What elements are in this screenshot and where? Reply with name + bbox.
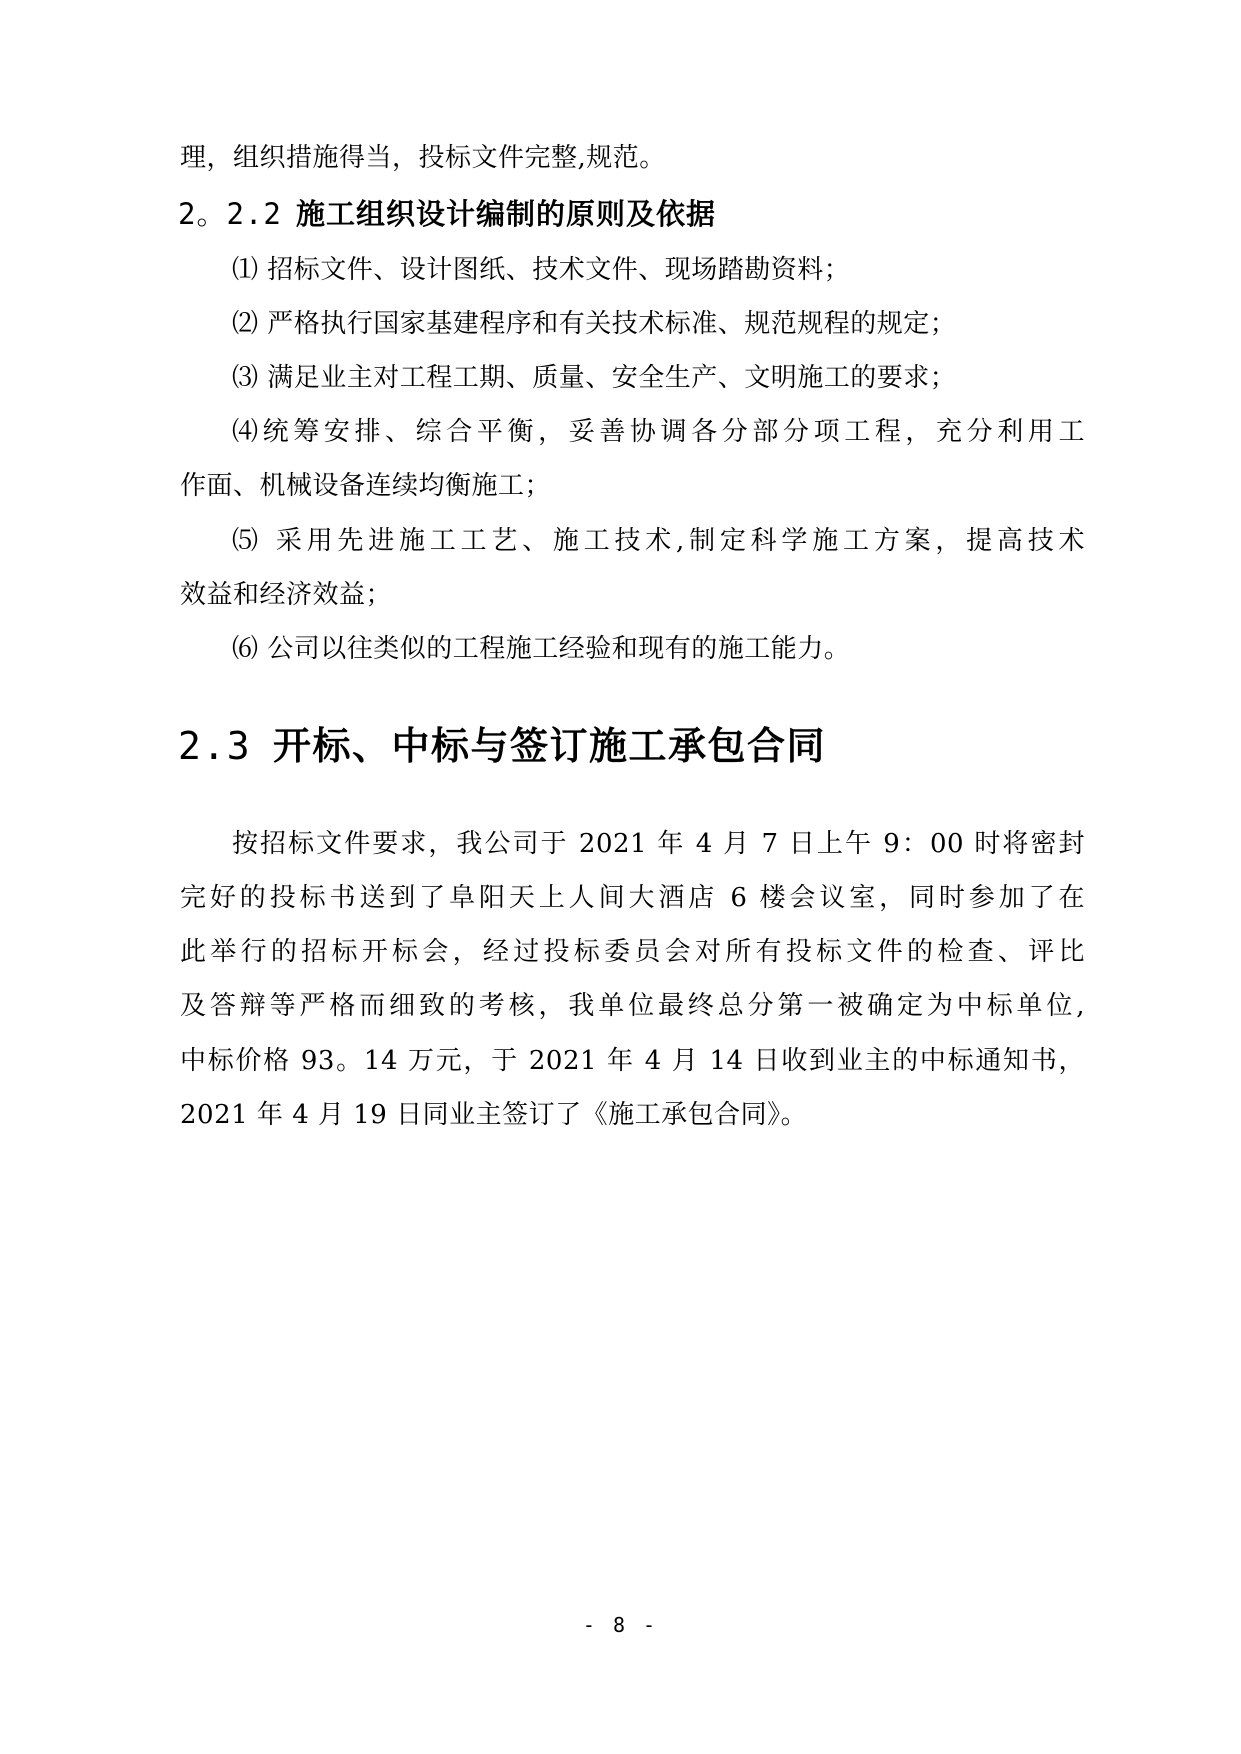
list-item-1: ⑴ 招标文件、设计图纸、技术文件、现场踏勘资料； — [232, 255, 851, 285]
continuation-line: 理，组织措施得当，投标文件完整,规范。 — [180, 143, 666, 173]
section-title: 施工组织设计编制的原则及依据 — [296, 197, 717, 231]
list-item-2: ⑵ 严格执行国家基建程序和有关技术标准、规范规程的规定； — [232, 309, 957, 339]
section-number: 2.3 — [178, 724, 252, 768]
section-2-2-2-heading — [178, 195, 716, 233]
list-item-3: ⑶ 满足业主对工程工期、质量、安全生产、文明施工的要求； — [232, 363, 957, 393]
paragraph-line-1: 按招标文件要求，我公司于 2021 年 4 月 7 日上午 9：00 时将密封 — [232, 829, 1085, 859]
paragraph-line-6: 2021 年 4 月 19 日同业主签订了《施工承包合同》。 — [180, 1100, 808, 1130]
paragraph-line-3: 此举行的招标开标会，经过投标委员会对所有投标文件的检查、评比 — [180, 937, 1085, 967]
list-item-6: ⑹ 公司以往类似的工程施工经验和现有的施工能力。 — [232, 634, 851, 664]
paragraph-line-2: 完好的投标书送到了阜阳天上人间大酒店 6 楼会议室，同时参加了在 — [180, 883, 1085, 913]
list-item-5-line-2: 效益和经济效益； — [180, 580, 393, 610]
section-2-3-heading — [178, 722, 826, 770]
paragraph-line-4: 及答辩等严格而细致的考核，我单位最终总分第一被确定为中标单位, — [180, 991, 1085, 1021]
section-number: 2。2.2 — [178, 197, 282, 231]
paragraph-line-5: 中标价格 93。14 万元，于 2021 年 4 月 14 日收到业主的中标通知书， — [180, 1046, 1085, 1076]
list-item-5-line-1: ⑸ 采用先进施工工艺、施工技术,制定科学施工方案，提高技术 — [232, 526, 1085, 556]
section-title: 开标、中标与签订施工承包合同 — [273, 723, 827, 768]
page-number: - 8 - — [582, 1613, 659, 1637]
list-item-4-line-1: ⑷统筹安排、综合平衡，妥善协调各分部分项工程，充分利用工 — [232, 417, 1085, 447]
list-item-4-line-2: 作面、机械设备连续均衡施工； — [180, 471, 552, 501]
